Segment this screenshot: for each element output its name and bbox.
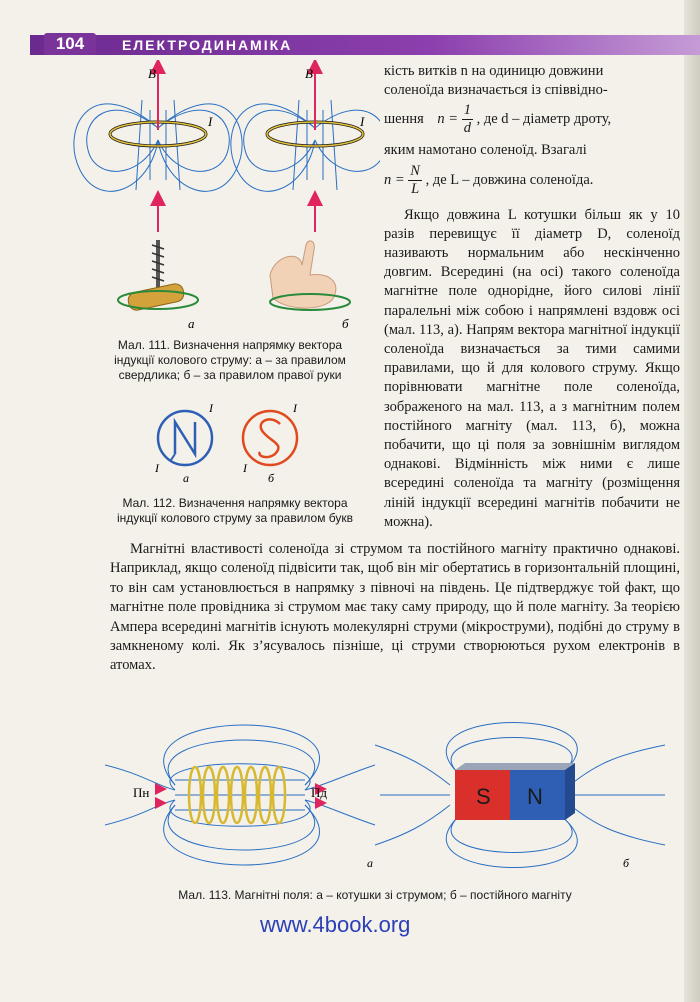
vector-b-label-a: B⃗ [148, 66, 167, 81]
text-fragment: шення [384, 111, 424, 128]
bar-magnet [455, 763, 575, 820]
text-line: яким намотано соленоїд. Взагалі [384, 142, 587, 159]
current-label-b: I [360, 114, 365, 129]
main-paragraph: Магнітні властивості соленоїда зі струмом та постійного магніту практично однакові. Наприклад, якщо соленоїд підвісити так, щоб він міг обертатись в горизонтальній площині, то він сам установлюється в напрямку з півночі на південь. Це підтверджує той факт, що магнітне поле провідника зі струмом має таку саму природу, що й поле магніту. За теорією Ампера всередині магнітів існують молекулярні струми (мікроструми), подібні до струму в замкненому колі. Як з’ясувалось пізніше, ці струми створюються рухом електронів в атомах. [110, 541, 680, 674]
fig113-label-a: а [367, 856, 373, 870]
vector-b-label-b: B⃗ [305, 66, 324, 81]
paragraph-solenoid: Якщо довжина L котушки більш як у 10 разів перевищує її діаметр D, соленоїд називають нормальним або нескінченно довгим. Всередині (на осі) такого соленоїда магнітне поле однорідне, його силові лінії паралельні між собою і напрямлені вздовж осі (мал. 113, а). Напрям вектора магнітної індукції соленоїда визначається за тими самими правилами, що й для колового струму. Якщо порівнювати магнітне поле соленоїда, зображеного на мал. 113, а з магнітним полем постійного магніту (мал. 113, б), можна побачити, що ці поля за зовнішнім виглядом однакові. Відмінність між ними є лише всередині соленоїда та магніту (розміщення ліній індукції всередині магнітів побачити не можна). [384, 206, 680, 530]
formula-n-over-l [384, 163, 422, 198]
formula-line-1 [384, 102, 680, 137]
figure-112 [145, 400, 325, 485]
fig111-label-a: а [188, 316, 195, 331]
formula-line-2 [384, 163, 680, 198]
section-title: ЕЛЕКТРОДИНАМІКА [122, 37, 293, 53]
fig112-label-b: б [268, 471, 275, 485]
formula-den: L [411, 180, 420, 197]
watermark-link[interactable]: www.4book.org [260, 912, 411, 937]
screw-drill-icon [118, 240, 198, 312]
fig112-label-a: а [183, 471, 189, 485]
main-paragraph-block [110, 540, 680, 676]
current-label-a: I [208, 114, 213, 129]
text-fragment: , де d – діаметр дроту, [476, 111, 612, 128]
fig112-current-3: I [293, 401, 297, 415]
fig111-label-b: б [342, 316, 349, 331]
fig112-current-1: I [209, 401, 213, 415]
text-fragment: , де L – довжина соленоїда. [425, 171, 594, 188]
right-hand-icon [270, 241, 350, 310]
page-number: 104 [44, 33, 96, 55]
fig111-caption-line: Мал. 111. Визначення напрямку вектора [117, 338, 343, 352]
fig111-caption [80, 338, 380, 383]
fig111-caption-line: свердлика; б – за правилом правої руки [118, 368, 342, 382]
fig113-caption: Мал. 113. Магнітні поля: а – котушки зі струмом; б – постійного магніту [178, 888, 572, 902]
formula-n-over-d [437, 102, 473, 137]
magnet-s-label: S [476, 784, 491, 809]
formula-lhs: n = [384, 171, 405, 188]
fig112-caption-line: Мал. 112. Визначення напрямку вектора [122, 496, 348, 510]
text-line: соленоїда визначається із співвідно- [384, 82, 608, 99]
figure-113 [105, 705, 675, 875]
pole-south-label: Пд [311, 785, 328, 800]
fig112-current-4: I [243, 461, 247, 475]
fig113-label-b: б [623, 856, 630, 870]
fig112-caption-line: індукції колового струму за правилом букв [116, 511, 354, 525]
formula-num: N [410, 162, 420, 179]
fig112-current-2: I [155, 461, 159, 475]
text-line: кість витків n на одиницю довжини [384, 63, 604, 79]
pole-north-label: Пн [133, 785, 150, 800]
page-edge [684, 0, 700, 1002]
formula-lhs: n = [437, 111, 459, 128]
formula-den: d [463, 120, 471, 137]
figure-111 [70, 60, 380, 335]
formula-num: 1 [463, 102, 471, 119]
fig111-caption-line: індукції колового струму: а – за правилом [114, 353, 346, 367]
right-column-text [384, 62, 680, 532]
fig112-caption [90, 496, 380, 526]
magnet-n-label: N [527, 784, 543, 809]
